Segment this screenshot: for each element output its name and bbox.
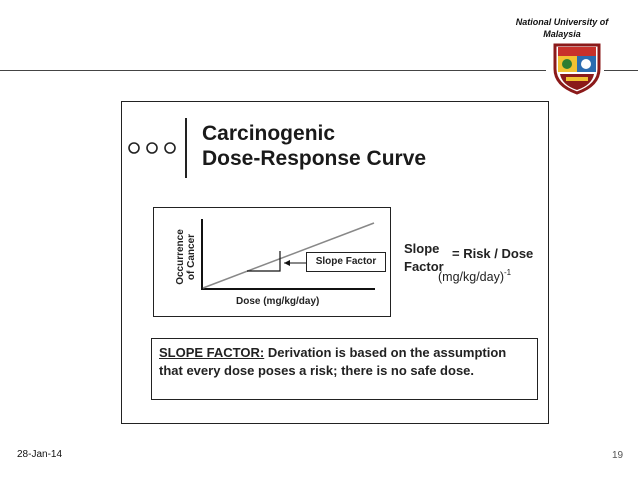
slope-units-exponent: -1 [504,268,512,277]
university-crest-icon [552,41,602,95]
slope-term-line-2: Factor [404,259,444,274]
slope-factor-callout: Slope Factor [306,252,386,272]
graph-x-label: Dose (mg/kg/day) [236,296,320,307]
bullet-circles-icon [127,139,179,157]
slope-units [438,269,511,284]
institution-line-2: Malaysia [543,29,581,39]
slope-equation: = Risk / Dose [452,246,534,261]
institution-name [502,16,622,40]
note-text: Derivation is based on the assumption that every dose poses a risk; there is no safe dose. [159,345,507,378]
institution-line-1: National University of [515,17,609,27]
slide-title-line-2: Dose-Response Curve [202,147,427,170]
slide-title [202,121,426,171]
header-rule [0,70,546,71]
footer-date: 28-Jan-14 [17,449,63,460]
title-divider [185,118,187,178]
slope-factor-note [151,338,538,400]
note-heading: SLOPE FACTOR: [159,345,265,360]
page-number: 19 [612,450,624,461]
graph-y-label-line-1: Occurrence [175,229,186,285]
slope-units-base: (mg/kg/day) [438,270,504,285]
header-rule-right [604,70,638,71]
slope-term-line-1: Slope [404,241,440,256]
slope-pointer-arrowhead [284,260,290,266]
graph-y-label [146,217,226,297]
graph-y-label-line-2: of Cancer [186,233,197,281]
slide-title-line-1: Carcinogenic [202,122,336,145]
